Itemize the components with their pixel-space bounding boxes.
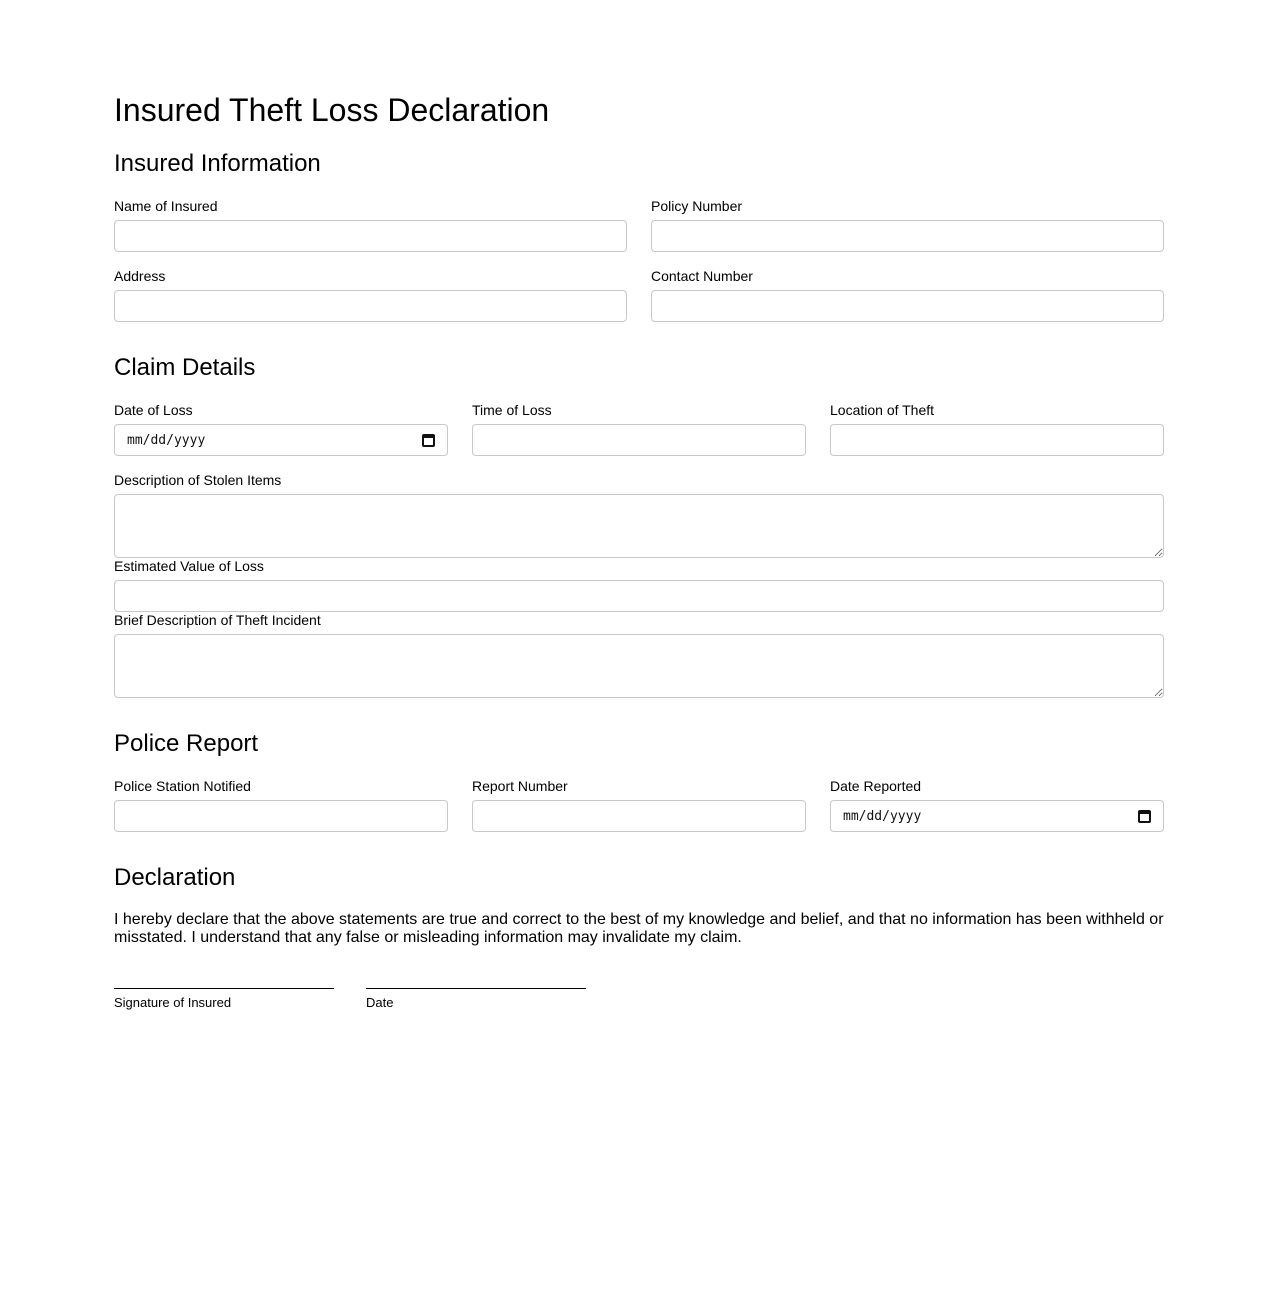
policy-number-input[interactable]	[651, 220, 1164, 252]
location-of-theft-label: Location of Theft	[830, 402, 935, 418]
declaration-text: I hereby declare that the above statements are true and correct to the best of my knowledge and belief, and that no information has been withheld or misstated. I understand that any false or misleading information may invalidate my claim.	[114, 911, 1164, 946]
address-input[interactable]	[114, 290, 627, 322]
date-reported-label: Date Reported	[830, 778, 922, 794]
section-heading-police-report: Police Report	[114, 730, 259, 757]
stolen-items-label: Description of Stolen Items	[114, 472, 282, 488]
date-placeholder: mm/dd/yyyy	[127, 432, 206, 448]
report-number-input[interactable]	[472, 800, 806, 832]
time-of-loss-input[interactable]	[472, 424, 806, 456]
police-station-input[interactable]	[114, 800, 448, 832]
date-of-loss-label: Date of Loss	[114, 402, 193, 418]
name-of-insured-label: Name of Insured	[114, 198, 218, 214]
contact-number-input[interactable]	[651, 290, 1164, 322]
date-signature-label: Date	[366, 995, 394, 1010]
estimated-value-input[interactable]	[114, 580, 1164, 612]
calendar-icon[interactable]	[1138, 810, 1151, 823]
page-title: Insured Theft Loss Declaration	[114, 92, 550, 128]
date-of-loss-input[interactable]	[114, 424, 448, 456]
section-heading-insured-information: Insured Information	[114, 150, 321, 177]
signature-label: Signature of Insured	[114, 995, 232, 1010]
incident-description-textarea[interactable]	[114, 634, 1164, 698]
report-number-label: Report Number	[472, 778, 568, 794]
date-placeholder: mm/dd/yyyy	[843, 808, 922, 824]
contact-number-label: Contact Number	[651, 268, 753, 284]
calendar-icon[interactable]	[422, 434, 435, 447]
policy-number-label: Policy Number	[651, 198, 743, 214]
address-label: Address	[114, 268, 166, 284]
signature-line	[114, 988, 334, 989]
section-heading-declaration: Declaration	[114, 864, 236, 891]
location-of-theft-input[interactable]	[830, 424, 1164, 456]
police-station-label: Police Station Notified	[114, 778, 251, 794]
stolen-items-textarea[interactable]	[114, 494, 1164, 558]
time-of-loss-label: Time of Loss	[472, 402, 552, 418]
incident-description-label: Brief Description of Theft Incident	[114, 612, 321, 628]
estimated-value-label: Estimated Value of Loss	[114, 558, 264, 574]
date-signature-line	[366, 988, 586, 989]
date-reported-input[interactable]	[830, 800, 1164, 832]
name-of-insured-input[interactable]	[114, 220, 627, 252]
section-heading-claim-details: Claim Details	[114, 354, 256, 381]
